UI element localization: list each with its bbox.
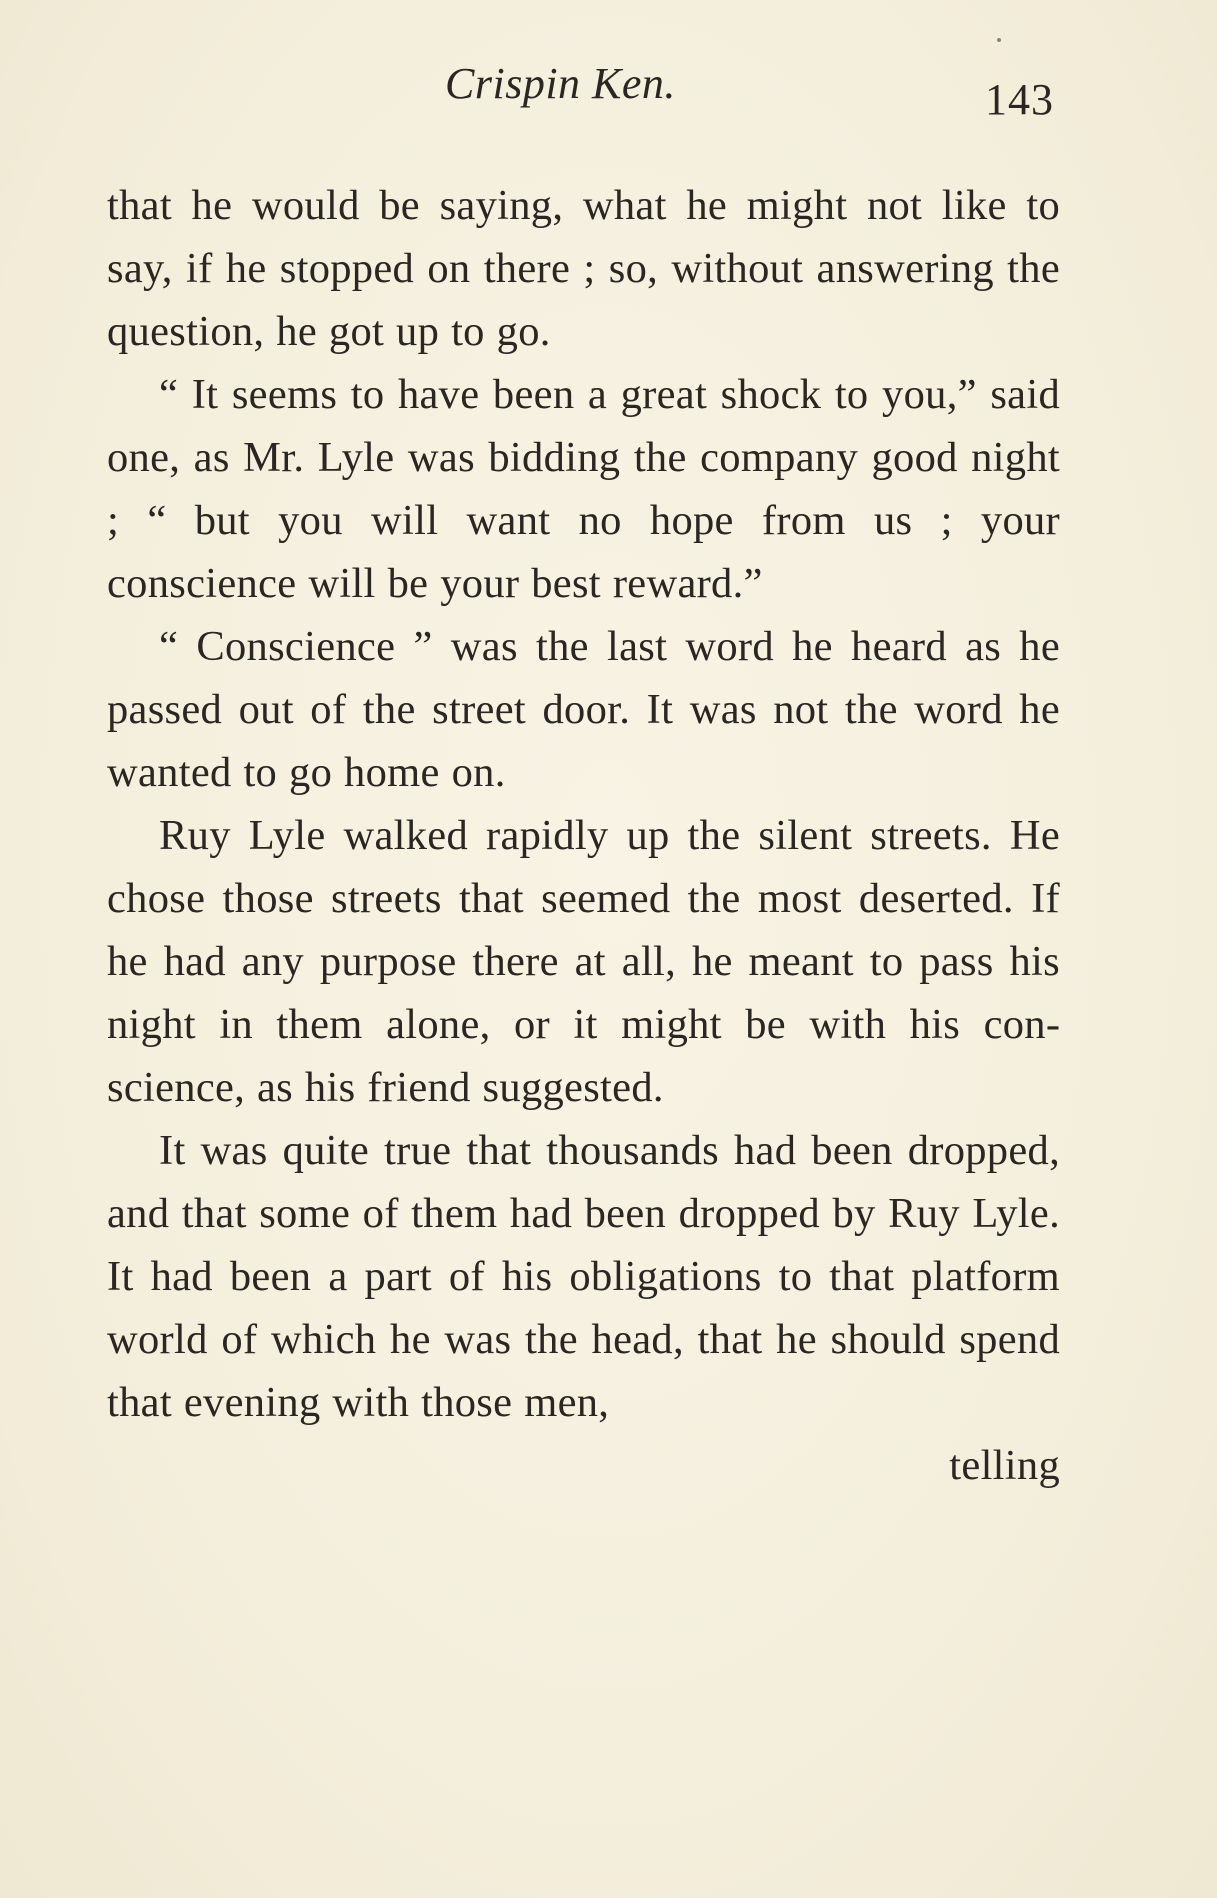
page-number: 143 — [985, 75, 1054, 124]
paper-speck — [997, 38, 1001, 42]
catchword: telling — [949, 1442, 1060, 1489]
paragraph-1: that he would be saying, what he might not like to say, if he stopped on there ; so, without answering the question, he got up to go. — [107, 182, 1060, 355]
paragraph-5: It was quite true that thousands had been dropped, and that some of them had been dropped by Ruy Lyle. It had been a part of his obligations to that platform world of which he was the head, that he should spend that evening with those men, — [107, 1127, 1060, 1426]
running-head — [0, 58, 1217, 128]
paragraph-3: “ Conscience ” was the last word he heard as he passed out of the street door. It was not the word he wanted to go home on. — [107, 623, 1060, 796]
running-title: Crispin Ken. — [445, 59, 676, 108]
body-text — [107, 174, 1060, 1497]
paragraph-4: Ruy Lyle walked rapidly up the silent streets. He chose those streets that seemed the most deserted. If he had any purpose there at all, he meant to pass his night in them alone, or it might be with his conscience, as his friend suggested. — [107, 812, 1060, 1111]
paragraph-2: “ It seems to have been a great shock to you,” said one, as Mr. Lyle was bidding the company good night ; “ but you will want no hope from us ; your conscience will be your best reward.” — [107, 371, 1060, 607]
